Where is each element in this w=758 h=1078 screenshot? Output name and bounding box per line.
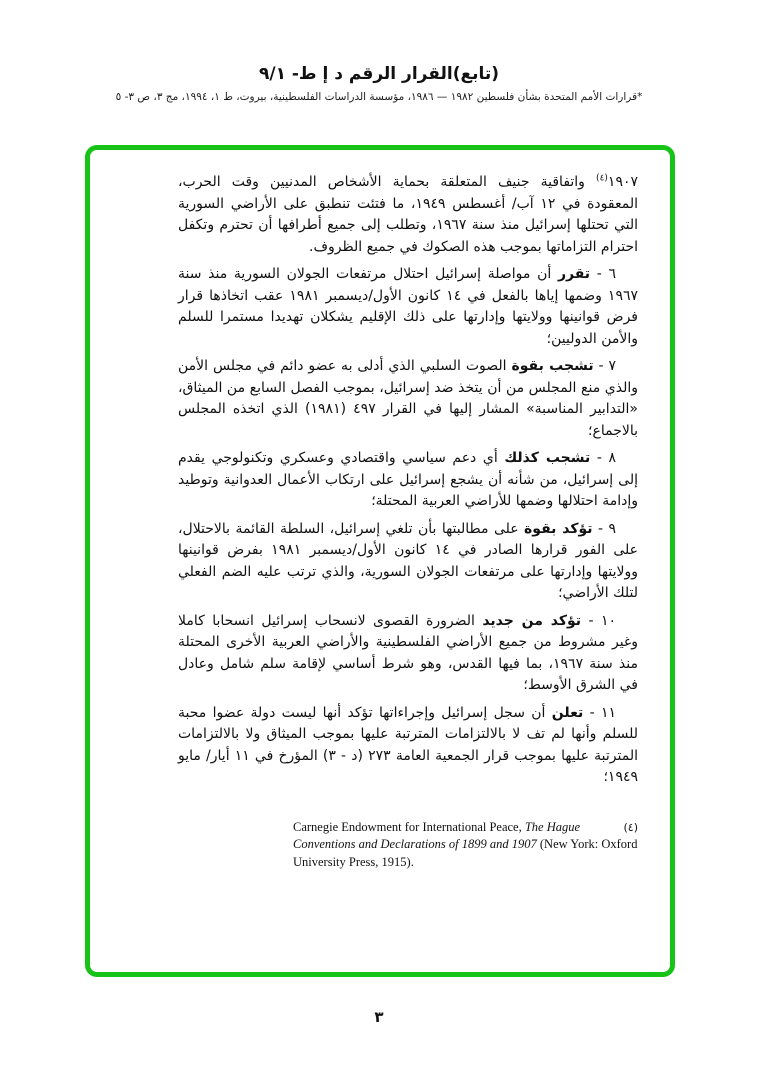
footnote-text-after: (New York: Oxford University Press, 1915). — [293, 837, 638, 869]
resolution-title: (تابع)القرار الرقم د إ ط- ٩/١ — [258, 64, 499, 84]
paragraph-8 — [178, 448, 638, 513]
paragraph-lead: تشجب بقوة — [511, 358, 594, 374]
footnote-text-before: Carnegie Endowment for International Peace, — [293, 819, 525, 834]
paragraph-number: ٦ - — [590, 266, 617, 282]
footnote — [293, 819, 638, 872]
footnote-marker: (٤) — [623, 820, 638, 834]
paragraph-lead: تؤكد بقوة — [524, 520, 593, 537]
paragraph-body: الصوت السلبي الذي أدلى به عضو دائم في مجلس الأمن والذي منع المجلس من أن يتخذ ضد إسرائيل، بموجب الفصل السابع من الميثاق، «التدابير المناسبة» المشار إليها في القرار ٤٩٧ (١٩٨١) الذي اتخذه المجلس بالاجماع؛ — [178, 358, 638, 439]
paragraph-body: واتفاقية جنيف المتعلقة بحماية الأشخاص المدنيين وقت الحرب، المعقودة في ١٢ آب/ أغسطس ١٩٤٩، ما فتئت تنطبق على الأراضي السورية التي تحتلها إسرائيل منذ سنة ١٩٦٧، وتطلب إلى جميع أطرافها أن تحترم وتكفل احترام التزاماتها بموجب هذه الصكوك في جميع الظروف. — [178, 174, 638, 255]
paragraph-number: ٧ - — [593, 358, 617, 374]
source-citation: *قرارات الأمم المتحدة بشأن فلسطين ١٩٨٢ — ١٩٨٦، مؤسسة الدراسات الفلسطينية، بيروت، ط ١، ١٩٩٤، مج ٣، ص ٣- ٥ — [115, 91, 643, 103]
paragraph-body: الضرورة القصوى لانسحاب إسرائيل انسحابا كاملا وغير مشروط من جميع الأراضي الفلسطينية والأراضي العربية الأخرى المحتلة منذ سنة ١٩٦٧، بما فيها القدس، وهو شرط أساسي لإقامة سلم شامل وعادل في الشرق الأوسط؛ — [178, 612, 638, 693]
footnote-ref: (٤) — [596, 173, 608, 184]
paragraph-lead: تعلن — [551, 704, 584, 721]
paragraph-9 — [178, 519, 638, 605]
document-frame — [85, 145, 675, 977]
resolution-text-column — [90, 150, 670, 871]
footnote-text-italic: The Hague Conventions and Declarations of 1899 and 1907 — [293, 819, 581, 851]
paragraph-lead: تؤكد من جديد — [482, 612, 582, 629]
page-header — [0, 64, 758, 103]
paragraph-6 — [178, 264, 638, 350]
paragraph-number: ١٠ - — [581, 612, 617, 629]
paragraph-body: أي دعم سياسي واقتصادي وعسكري وتكنولوجي يقدم إلى إسرائيل، من شأنه أن يشجع إسرائيل على ارتكاب الأعمال العدوانية وتوطيد وإدامة احتلالها وضمها للأراضي العربية المحتلة؛ — [178, 450, 638, 509]
paragraph-7 — [178, 356, 638, 442]
paragraph-lead: تقرر — [557, 266, 591, 282]
paragraph-number: ٩ - — [592, 520, 617, 537]
paragraph-11 — [178, 703, 638, 789]
paragraph-continuation — [178, 172, 638, 258]
paragraph-number: ٨ - — [590, 450, 617, 466]
paragraph-number: ١١ - — [583, 704, 617, 721]
paragraph-lead: تشجب كذلك — [504, 450, 591, 466]
paragraph-body: أن سجل إسرائيل وإجراءاتها تؤكد أنها ليست دولة عضوا محبة للسلم وأنها لم تف لا بالالتزامات المترتبة عليها بموجب الميثاق ولا بالالتزامات المترتبة عليها بموجب قرار الجمعية العامة ٢٧٣ (د - ٣) المؤرخ في ١١ أيار/ مايو ١٩٤٩؛ — [178, 704, 638, 785]
paragraph-pre: ١٩٠٧ — [607, 174, 638, 190]
paragraph-body: أن مواصلة إسرائيل احتلال مرتفعات الجولان السورية منذ سنة ١٩٦٧ وضمها إياها بالفعل في ١٤ كانون الأول/ديسمبر ١٩٨١ عقب اتخاذها قرار فرض قوانينها وولايتها وإدارتها على ذلك الإقليم يشكلان تهديدا مستمرا للسلم والأمن الدوليين؛ — [178, 266, 638, 347]
paragraph-10 — [178, 611, 638, 697]
paragraph-body: على مطالبتها بأن تلغي إسرائيل، السلطة القائمة بالاحتلال، على الفور قرارها الصادر في ١٤ كانون الأول/ديسمبر ١٩٨١ بفرض قوانينها وولايتها وإدارتها على مرتفعات الجولان السورية، والذي ترتب عليه الضم الفعلي لتلك الأراضي؛ — [178, 520, 638, 601]
page-number: ٣ — [374, 1008, 384, 1026]
